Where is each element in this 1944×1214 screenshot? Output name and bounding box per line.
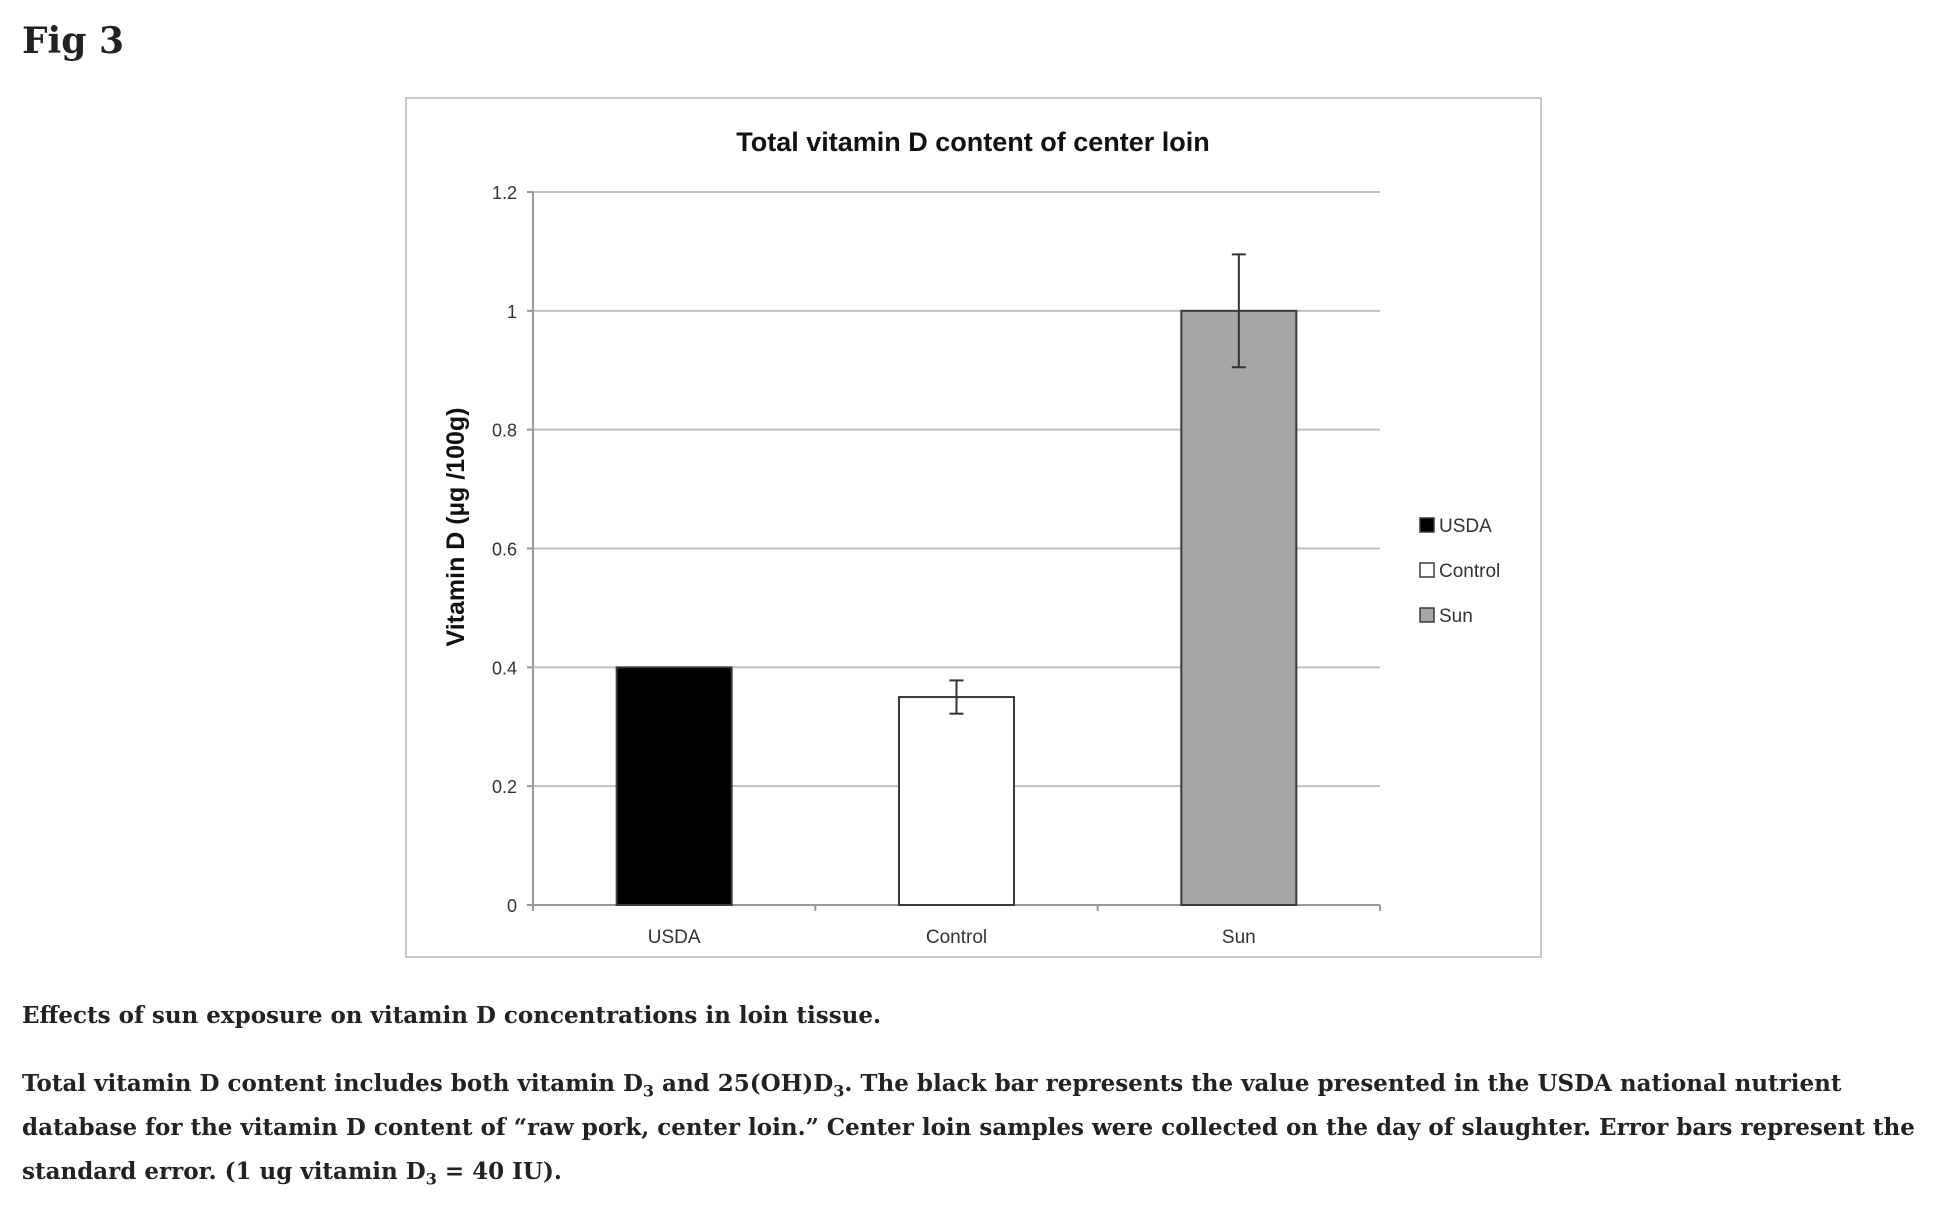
bar-sun	[1181, 311, 1296, 905]
bar-control	[899, 697, 1014, 905]
legend-swatch-sun	[1420, 608, 1434, 622]
legend-label: Control	[1439, 561, 1501, 582]
y-tick-label: 0	[506, 896, 517, 916]
y-tick-label: 0.4	[491, 658, 517, 679]
y-tick-label: 0.6	[491, 539, 517, 560]
chart-title: Total vitamin D content of center loin	[736, 127, 1210, 157]
caption-text: and 25(OH)D	[654, 1070, 834, 1097]
y-tick-label: 1	[506, 301, 517, 322]
chart-legend	[1420, 516, 1500, 627]
legend-label: Sun	[1439, 606, 1473, 627]
caption-title: Effects of sun exposure on vitamin D concentrations in loin tissue.	[22, 1002, 882, 1029]
chart-frame	[405, 97, 1542, 958]
caption-text: Total vitamin D content includes both vitamin D	[22, 1070, 643, 1097]
caption-subscript: 3	[833, 1081, 845, 1101]
y-tick-label: 1.2	[491, 183, 517, 203]
caption-text: = 40 IU).	[436, 1158, 562, 1185]
y-tick-label: 0.2	[491, 777, 517, 798]
bar-chart	[407, 99, 1540, 956]
caption-subscript: 3	[642, 1081, 655, 1101]
bar-usda	[617, 667, 732, 905]
x-tick-label: Sun	[1221, 927, 1256, 948]
caption-subscript: 3	[425, 1169, 437, 1189]
x-tick-label: USDA	[647, 927, 701, 948]
legend-swatch-control	[1420, 563, 1434, 577]
y-tick-label: 0.8	[491, 420, 517, 441]
legend-label: USDA	[1439, 516, 1492, 537]
caption-text: . The black bar represents the value presented in the USDA national nutrient database for the vitamin D content of “raw pork, center loin.” Center loin samples were collected on the day of slaughter. Error bars represent the standard error. (1 ug vitamin D	[22, 1070, 1915, 1185]
figure-label: Fig 3	[22, 20, 124, 62]
x-tick-label: Control	[925, 927, 988, 948]
y-axis-label: Vitamin D (µg /100g)	[442, 407, 470, 647]
caption-body	[22, 1062, 1922, 1194]
legend-swatch-usda	[1420, 518, 1434, 532]
